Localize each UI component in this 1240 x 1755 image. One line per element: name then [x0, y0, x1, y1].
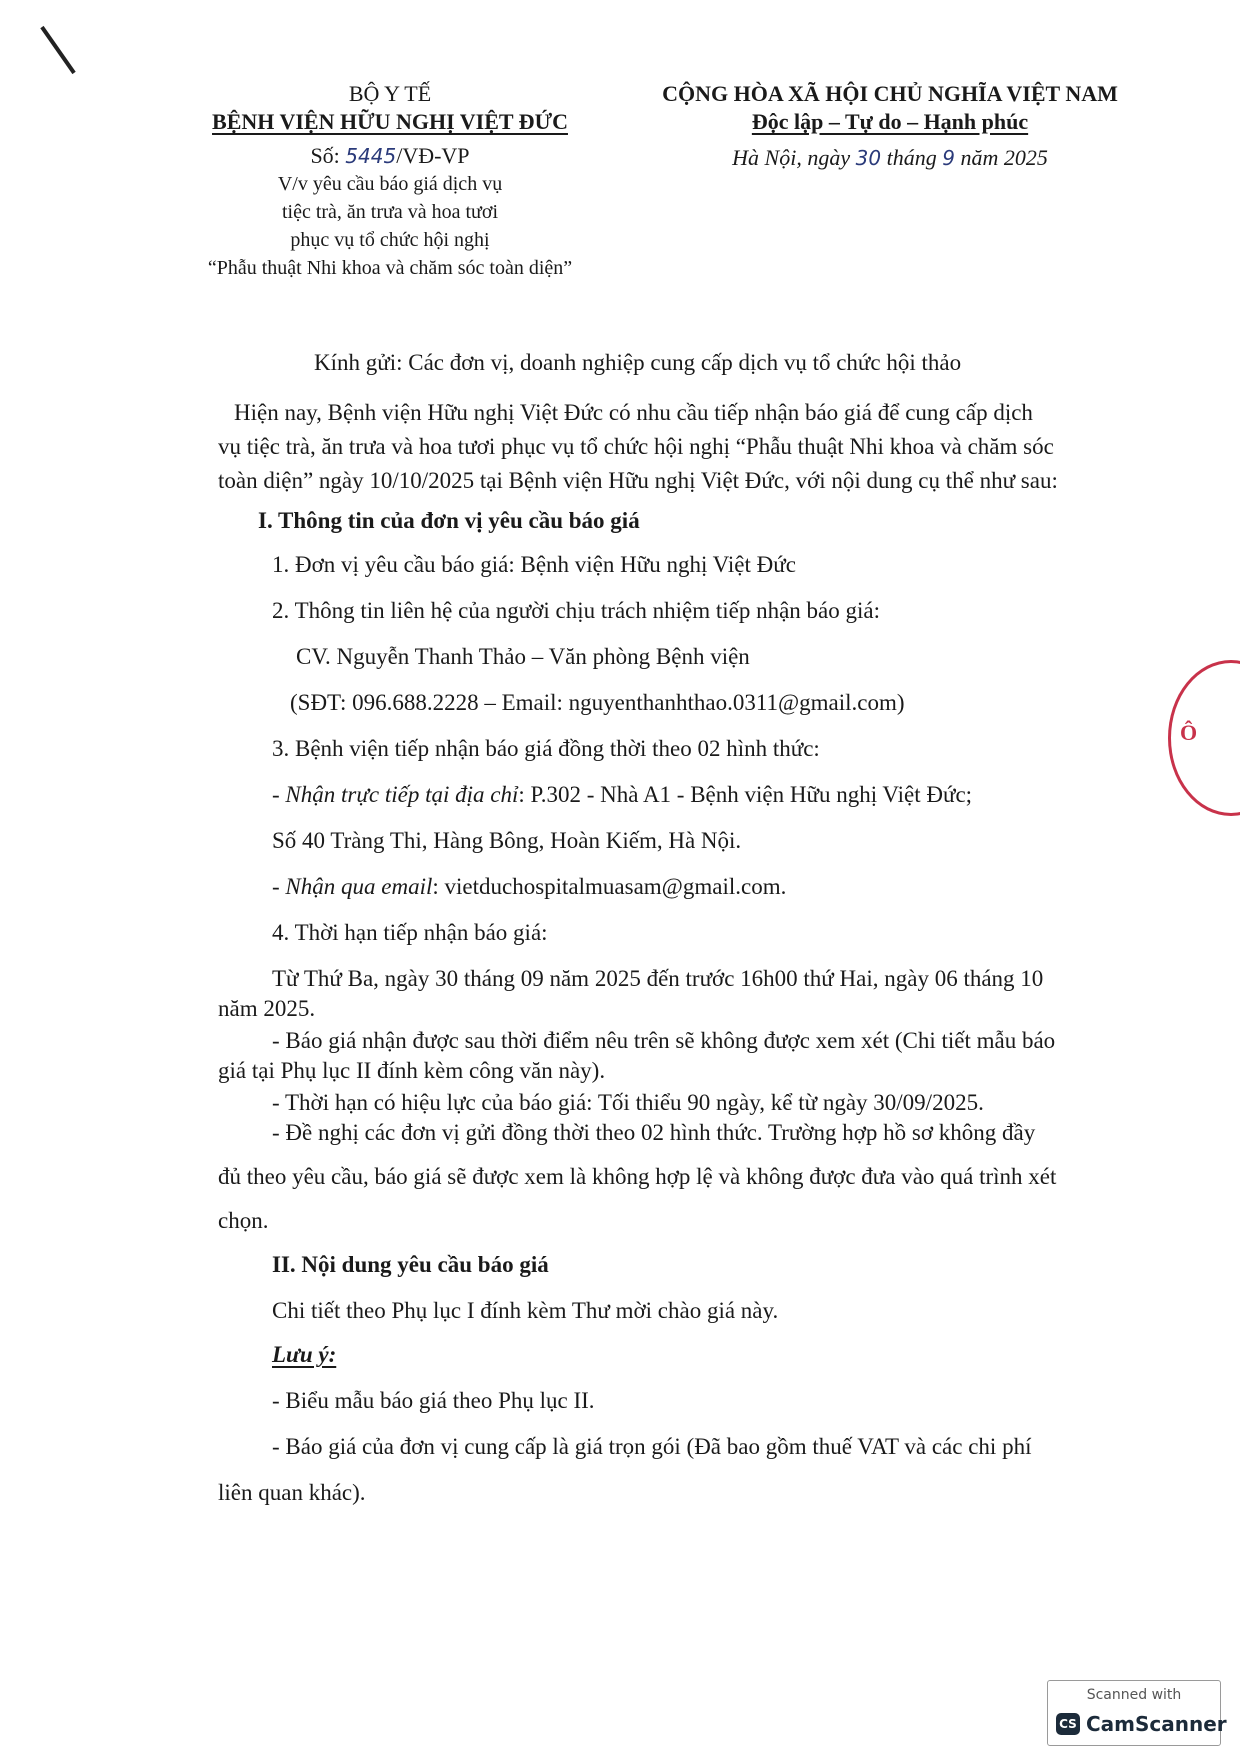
doc-number-suffix: /VĐ-VP — [396, 143, 470, 168]
camscanner-watermark — [1047, 1680, 1227, 1746]
doc-number — [150, 142, 630, 170]
pen-stroke-mark — [40, 26, 75, 74]
motto-text: Độc lập – Tự do – Hạnh phúc — [751, 109, 1029, 134]
red-stamp-seal — [1168, 660, 1240, 816]
issue-date — [630, 144, 1150, 172]
intro-line-1: Hiện nay, Bệnh viện Hữu nghị Việt Đức có nhu cầu tiếp nhận báo giá để cung cấp dịch — [234, 400, 1033, 425]
subject-line-2: tiệc trà, ăn trưa và hoa tươi — [281, 201, 499, 223]
direct-delivery-label: - Nhận trực tiếp tại địa chỉ — [272, 782, 519, 807]
intro-line-2: vụ tiệc trà, ăn trưa và hoa tươi phục vụ tổ chức hội nghị “Phẫu thuật Nhi khoa và chăm sóc — [218, 434, 1054, 459]
subject-line-4: “Phẫu thuật Nhi khoa và chăm sóc toàn diện” — [207, 257, 573, 279]
email-delivery-label: - Nhận qua email — [272, 874, 433, 899]
direct-delivery-value: : P.302 - Nhà A1 - Bệnh viện Hữu nghị Việt Đức; — [518, 782, 973, 807]
header-right — [630, 80, 1150, 172]
notes-line-2a: - Báo giá của đơn vị cung cấp là giá trọn gói (Đã bao gồm thuế VAT và các chi phí — [272, 1434, 1032, 1459]
camscanner-top-text: Scanned with — [1086, 1687, 1182, 1703]
camscanner-logo-icon: CS — [1056, 1713, 1080, 1735]
section-1-item-1: 1. Đơn vị yêu cầu báo giá: Bệnh viện Hữu nghị Việt Đức — [272, 552, 796, 577]
email-delivery-value: : vietduchospitalmuasam@gmail.com. — [432, 874, 787, 899]
deadline-line-1: Từ Thứ Ba, ngày 30 tháng 09 năm 2025 đến trước 16h00 thứ Hai, ngày 06 tháng 10 — [272, 966, 1044, 991]
section-1-item-2: 2. Thông tin liên hệ của người chịu trách nhiệm tiếp nhận báo giá: — [272, 598, 880, 623]
notes-title: Lưu ý: — [272, 1342, 337, 1367]
date-prefix: Hà Nội, ngày — [732, 145, 856, 170]
section-2-text: Chi tiết theo Phụ lục I đính kèm Thư mời chào giá này. — [272, 1298, 779, 1323]
motto — [630, 108, 1150, 136]
section-1-item-3: 3. Bệnh viện tiếp nhận báo giá đồng thời theo 02 hình thức: — [272, 736, 820, 761]
section-1-title: I. Thông tin của đơn vị yêu cầu báo giá — [258, 508, 640, 533]
doc-number-handwritten: 5445 — [345, 144, 397, 168]
delivery-address: Số 40 Tràng Thi, Hàng Bông, Hoàn Kiếm, Hà Nội. — [272, 828, 742, 853]
subject-line-3: phục vụ tổ chức hội nghị — [290, 229, 490, 251]
note-3-line-3: chọn. — [218, 1208, 269, 1233]
date-day-handwritten: 30 — [855, 146, 882, 170]
deadline-line-2: năm 2025. — [218, 996, 316, 1021]
note-3-line-2: đủ theo yêu cầu, báo giá sẽ được xem là không hợp lệ và không được đưa vào quá trình xét — [218, 1164, 1057, 1189]
contact-name: CV. Nguyễn Thanh Thảo – Văn phòng Bệnh viện — [296, 644, 750, 669]
ministry-name: BỘ Y TẾ — [348, 81, 432, 106]
country-name: CỘNG HÒA XÃ HỘI CHỦ NGHĨA VIỆT NAM — [662, 81, 1118, 106]
contact-phone-email: (SĐT: 096.688.2228 – Email: nguyenthanhthao.0311@gmail.com) — [290, 690, 905, 715]
date-year-label: năm 2025 — [954, 145, 1048, 170]
doc-number-prefix: Số: — [310, 143, 346, 168]
stamp-glyph: Ô — [1180, 720, 1198, 745]
note-3-line-1: - Đề nghị các đơn vị gửi đồng thời theo 02 hình thức. Trường hợp hồ sơ không đầy — [272, 1120, 1036, 1145]
subject-line-1: V/v yêu cầu báo giá dịch vụ — [277, 173, 503, 195]
recipient-line: Kính gửi: Các đơn vị, doanh nghiệp cung cấp dịch vụ tổ chức hội thảo — [314, 350, 962, 375]
section-1-item-4: 4. Thời hạn tiếp nhận báo giá: — [272, 920, 548, 945]
date-month-label: tháng — [881, 145, 943, 170]
hospital-name — [150, 108, 630, 136]
notes-line-1: - Biểu mẫu báo giá theo Phụ lục II. — [272, 1388, 595, 1413]
date-month-handwritten: 9 — [942, 146, 955, 170]
email-delivery — [272, 872, 786, 902]
intro-line-3: toàn diện” ngày 10/10/2025 tại Bệnh viện Hữu nghị Việt Đức, với nội dung cụ thể như sau: — [218, 468, 1058, 493]
section-2-title: II. Nội dung yêu cầu báo giá — [272, 1252, 549, 1277]
camscanner-name: CamScanner — [1086, 1712, 1227, 1736]
notes-line-2b: liên quan khác). — [218, 1480, 366, 1505]
direct-delivery — [272, 780, 972, 810]
header-left — [150, 80, 630, 282]
note-1-line-2: giá tại Phụ lục II đính kèm công văn này). — [218, 1058, 606, 1083]
note-2: - Thời hạn có hiệu lực của báo giá: Tối thiểu 90 ngày, kể từ ngày 30/09/2025. — [272, 1090, 984, 1115]
note-1-line-1: - Báo giá nhận được sau thời điểm nêu trên sẽ không được xem xét (Chi tiết mẫu báo — [272, 1028, 1056, 1053]
hospital-name-text: BỆNH VIỆN HỮU NGHỊ VIỆT ĐỨC — [212, 109, 568, 134]
